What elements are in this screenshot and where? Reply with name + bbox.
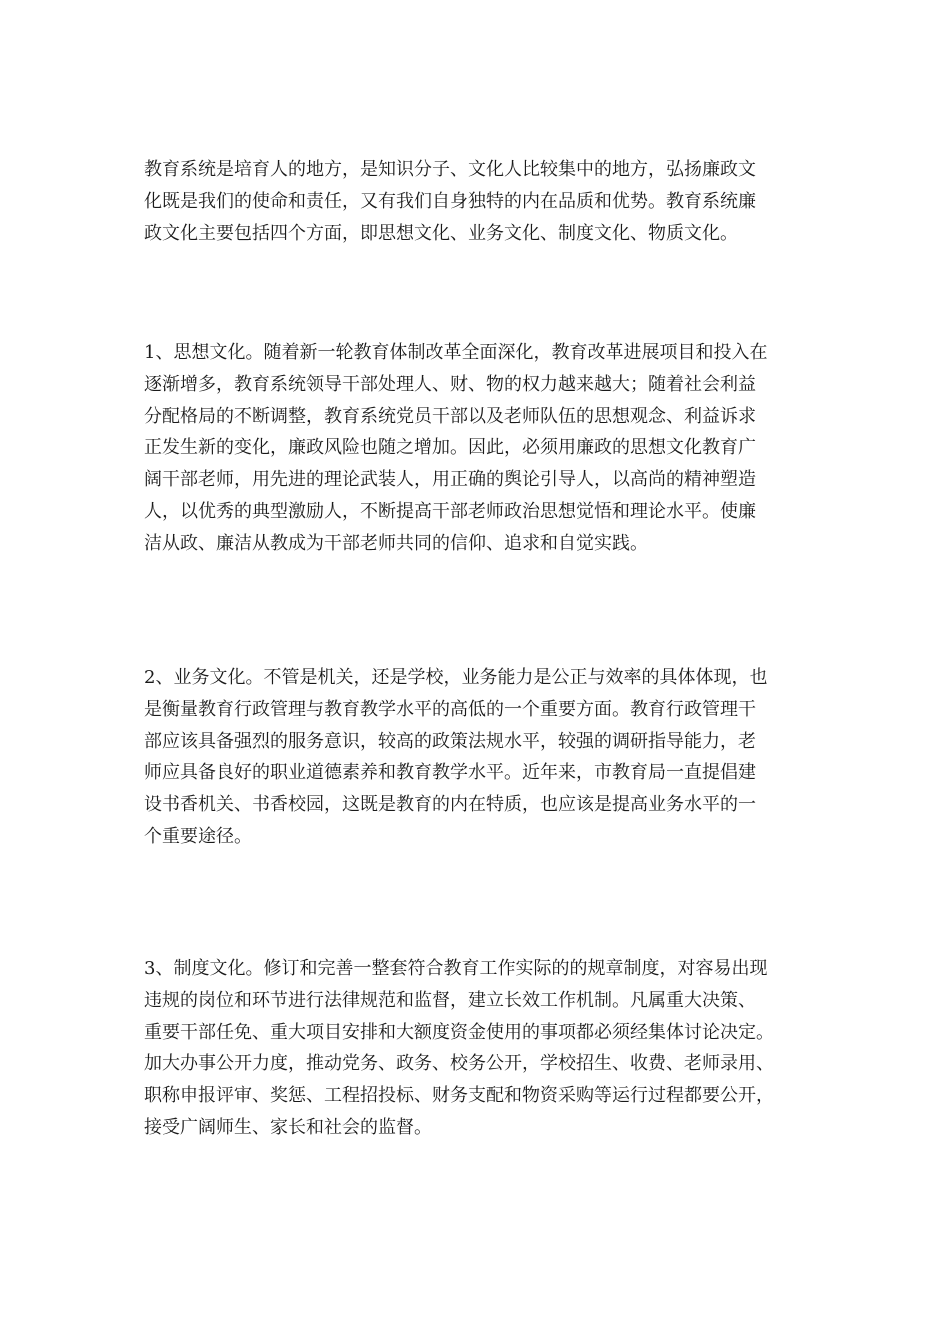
section-3-paragraph [144,953,814,1144]
paragraph-line: 分配格局的不断调整，教育系统党员干部以及老师队伍的思想观念、利益诉求 [144,405,756,427]
paragraph-line: 重要干部任免、重大项目安排和大额度资金使用的事项都必须经集体讨论决定。 [144,1021,774,1043]
paragraph-line: 设书香机关、书香校园，这既是教育的内在特质，也应该是提高业务水平的一 [144,794,756,816]
paragraph-line: 化既是我们的使命和责任，又有我们自身独特的内在品质和优势。教育系统廉 [144,190,756,212]
paragraph-line: 正发生新的变化，廉政风险也随之增加。因此，必须用廉政的思想文化教育广 [144,437,756,459]
paragraph-line: 阔干部老师，用先进的理论武装人，用正确的舆论引导人，以高尚的精神塑造 [144,469,756,491]
paragraph-line: 接受广阔师生、家长和社会的监督。 [144,1116,432,1138]
paragraph-line: 职称申报评审、奖惩、工程招投标、财务支配和物资采购等运行过程都要公开， [144,1085,774,1107]
paragraph-line: 人，以优秀的典型激励人，不断提高干部老师政治思想觉悟和理论水平。使廉 [144,500,756,522]
section-1-paragraph [144,337,814,560]
intro-paragraph [144,154,814,249]
paragraph-line: 洁从政、廉洁从教成为干部老师共同的信仰、追求和自觉实践。 [144,532,648,554]
paragraph-line: 是衡量教育行政管理与教育教学水平的高低的一个重要方面。教育行政管理干 [144,698,756,720]
paragraph-line: 1、思想文化。随着新一轮教育体制改革全面深化，教育改革进展项目和投入在 [144,342,768,363]
paragraph-line: 部应该具备强烈的服务意识，较高的政策法规水平，较强的调研指导能力，老 [144,730,756,752]
paragraph-line: 教育系统是培育人的地方，是知识分子、文化人比较集中的地方，弘扬廉政文 [144,159,756,180]
paragraph-line: 师应具备良好的职业道德素养和教育教学水平。近年来，市教育局一直提倡建 [144,762,756,784]
paragraph-line: 加大办事公开力度，推动党务、政务、校务公开，学校招生、收费、老师录用、 [144,1053,774,1075]
paragraph-line: 违规的岗位和环节进行法律规范和监督，建立长效工作机制。凡属重大决策、 [144,989,756,1011]
paragraph-line: 个重要途径。 [144,825,252,847]
paragraph-line: 3、制度文化。修订和完善一整套符合教育工作实际的的规章制度，对容易出现 [144,958,768,979]
paragraph-line: 逐渐增多，教育系统领导干部处理人、财、物的权力越来越大；随着社会利益 [144,373,756,395]
paragraph-line: 政文化主要包括四个方面，即思想文化、业务文化、制度文化、物质文化。 [144,222,738,244]
section-2-paragraph [144,662,814,853]
paragraph-line: 2、业务文化。不管是机关，还是学校，业务能力是公正与效率的具体体现，也 [144,667,768,688]
